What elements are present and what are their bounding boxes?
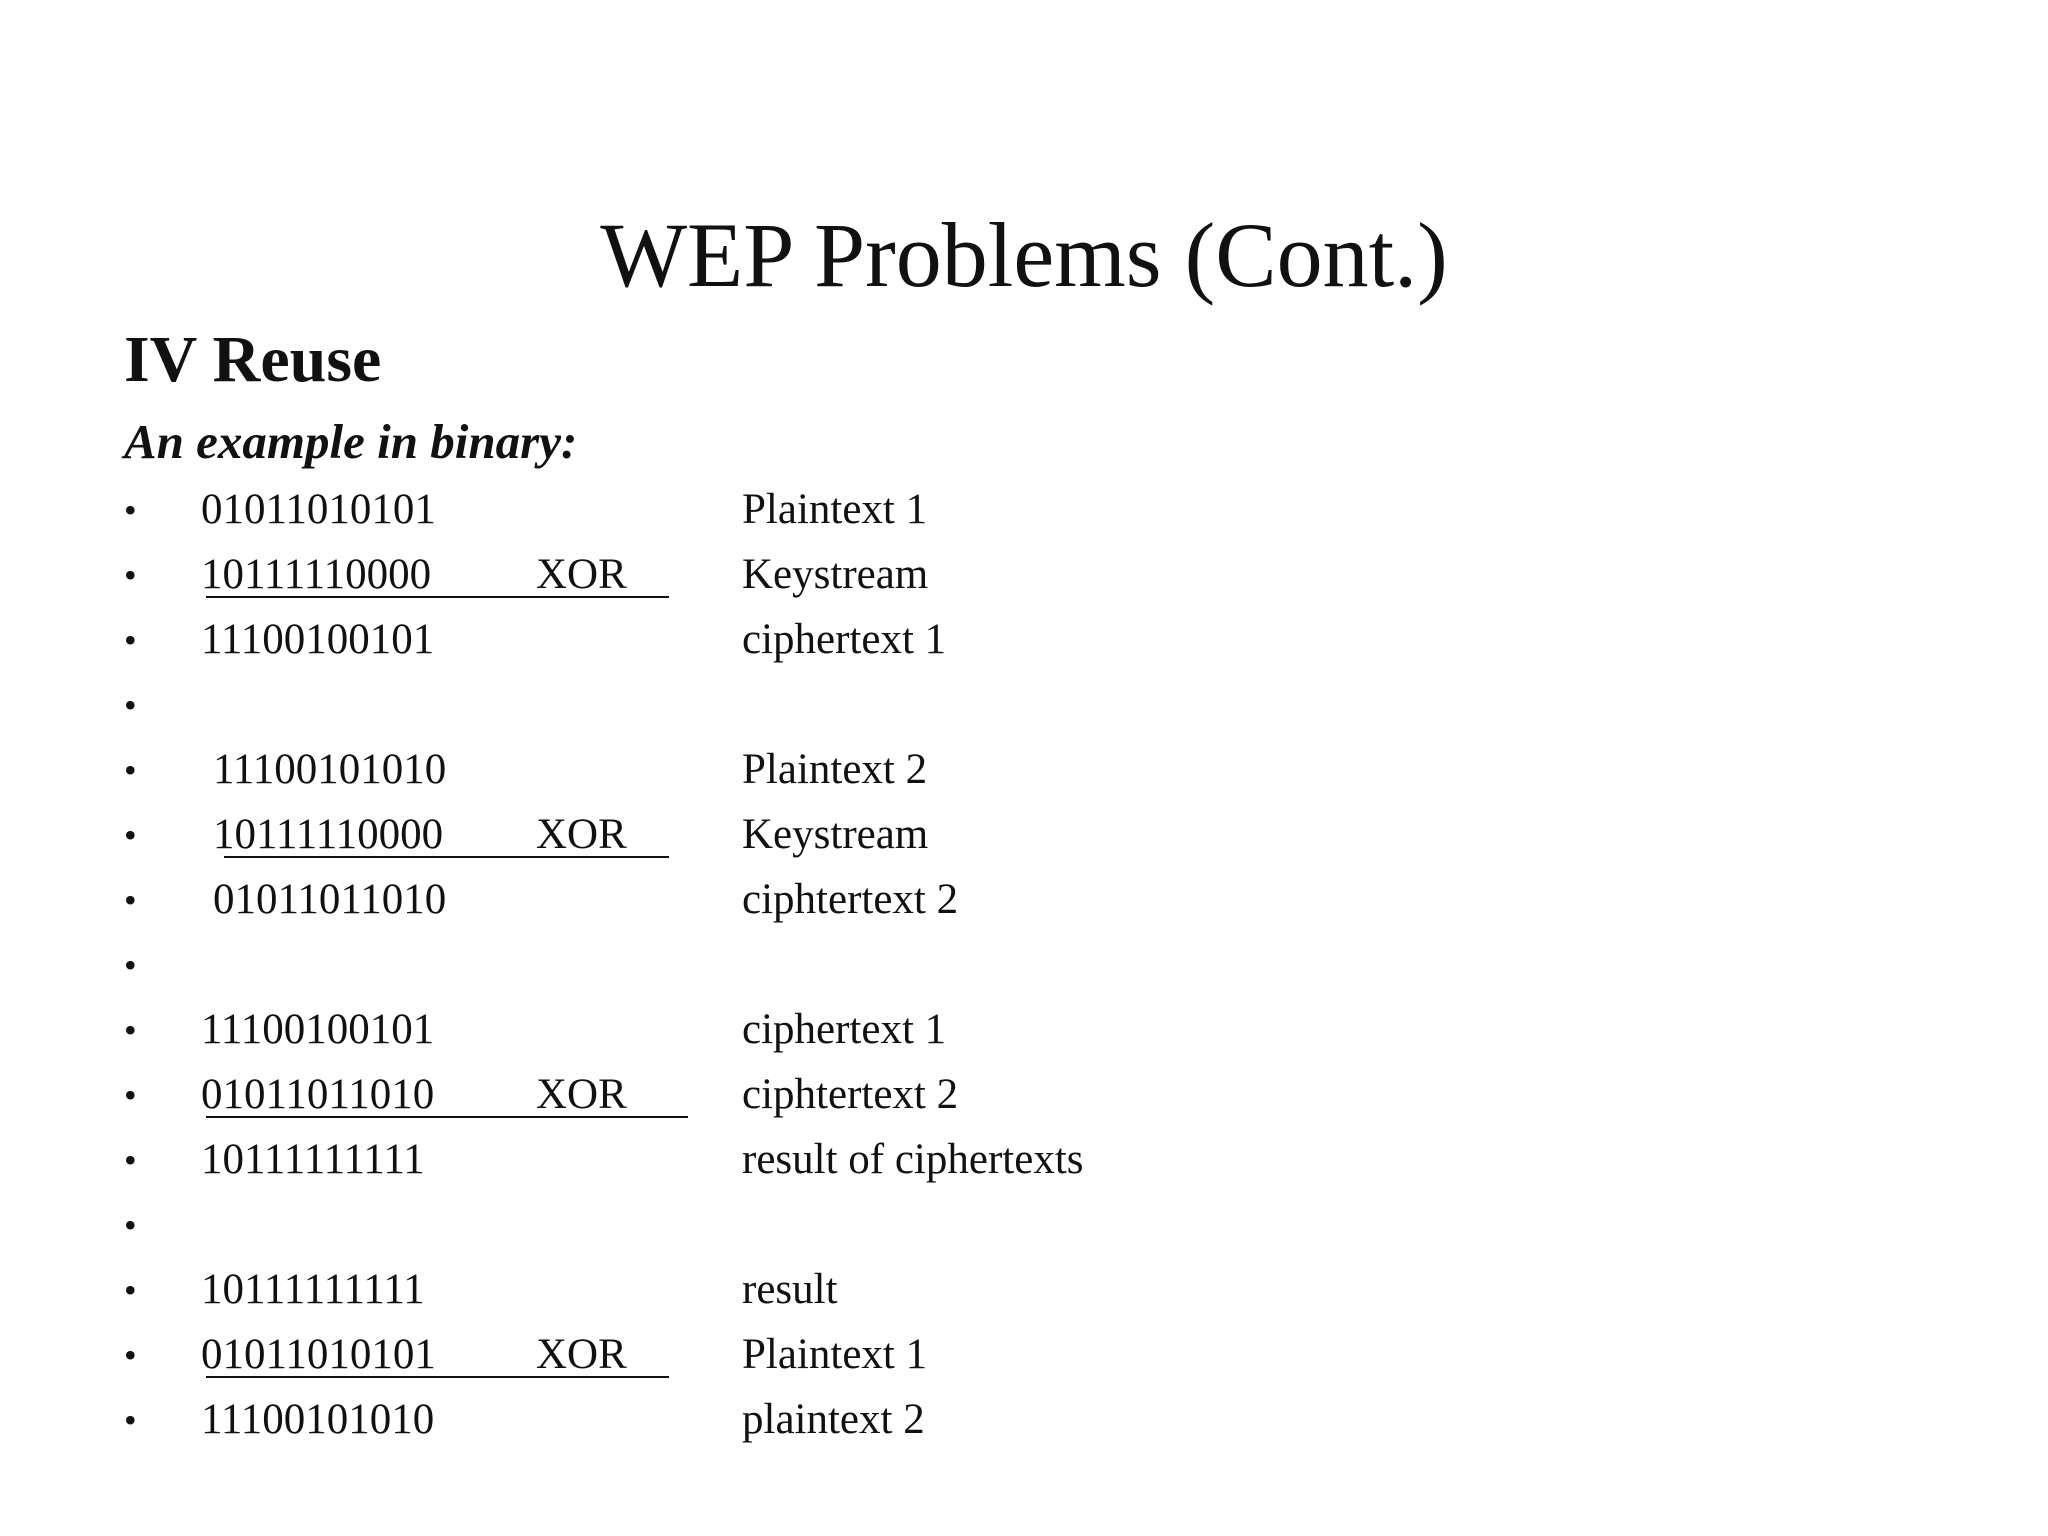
bullet: • [124, 1270, 137, 1310]
row-label: result [742, 1266, 838, 1313]
bullet: • [124, 1140, 137, 1180]
list-item [0, 870, 2048, 930]
sum-rule-divider [206, 596, 669, 598]
list-item [0, 1065, 2048, 1125]
xor-operator: XOR [536, 551, 627, 598]
bullet: • [124, 1400, 137, 1440]
row-label: Keystream [742, 551, 929, 598]
row-label: ciphtertext 2 [742, 1071, 959, 1118]
row-label: ciphertext 1 [742, 616, 947, 663]
bullet: • [124, 555, 137, 595]
list-item [0, 740, 2048, 800]
bullet: • [124, 1335, 137, 1375]
bullet: • [124, 945, 137, 985]
list-item [0, 805, 2048, 865]
list-item [0, 480, 2048, 540]
binary-value: 11100101010 [213, 746, 447, 793]
bullet: • [124, 685, 137, 725]
binary-value: 10111111111 [201, 1266, 425, 1313]
bullet: • [124, 750, 137, 790]
bullet: • [124, 1010, 137, 1050]
list-item [0, 675, 2048, 735]
row-label: ciphertext 1 [742, 1006, 947, 1053]
row-label: Plaintext 1 [742, 486, 928, 533]
binary-value: 01011010101 [201, 486, 436, 533]
binary-value: 10111110000 [201, 551, 432, 598]
sum-rule-divider [224, 856, 669, 858]
list-item [0, 1325, 2048, 1385]
list-item [0, 935, 2048, 995]
bullet: • [124, 1075, 137, 1115]
list-item [0, 1000, 2048, 1060]
binary-value: 01011011010 [213, 876, 447, 923]
binary-value: 11100100101 [201, 1006, 435, 1053]
bullet: • [124, 1205, 137, 1245]
xor-operator: XOR [536, 811, 627, 858]
list-item [0, 545, 2048, 605]
list-item [0, 1390, 2048, 1450]
row-label: result of ciphertexts [742, 1136, 1084, 1183]
bullet: • [124, 880, 137, 920]
row-label: Keystream [742, 811, 929, 858]
row-label: Plaintext 1 [742, 1331, 928, 1378]
binary-value: 01011011010 [201, 1071, 435, 1118]
section-heading: IV Reuse [124, 323, 382, 396]
binary-value: 10111111111 [201, 1136, 425, 1183]
slide-title: WEP Problems (Cont.) [600, 204, 1448, 306]
sum-rule-divider [206, 1116, 688, 1118]
binary-value: 11100101010 [201, 1396, 435, 1443]
binary-value: 01011010101 [201, 1331, 436, 1378]
binary-value: 10111110000 [213, 811, 444, 858]
row-label: Plaintext 2 [742, 746, 928, 793]
row-label: ciphtertext 2 [742, 876, 959, 923]
bullet: • [124, 490, 137, 530]
binary-value: 11100100101 [201, 616, 435, 663]
sum-rule-divider [206, 1376, 669, 1378]
row-label: plaintext 2 [742, 1396, 925, 1443]
list-item [0, 610, 2048, 670]
xor-operator: XOR [536, 1331, 627, 1378]
bullet: • [124, 815, 137, 855]
bullet: • [124, 620, 137, 660]
list-item [0, 1195, 2048, 1255]
xor-operator: XOR [536, 1071, 627, 1118]
section-subheading: An example in binary: [124, 414, 578, 469]
list-item [0, 1130, 2048, 1190]
list-item [0, 1260, 2048, 1320]
